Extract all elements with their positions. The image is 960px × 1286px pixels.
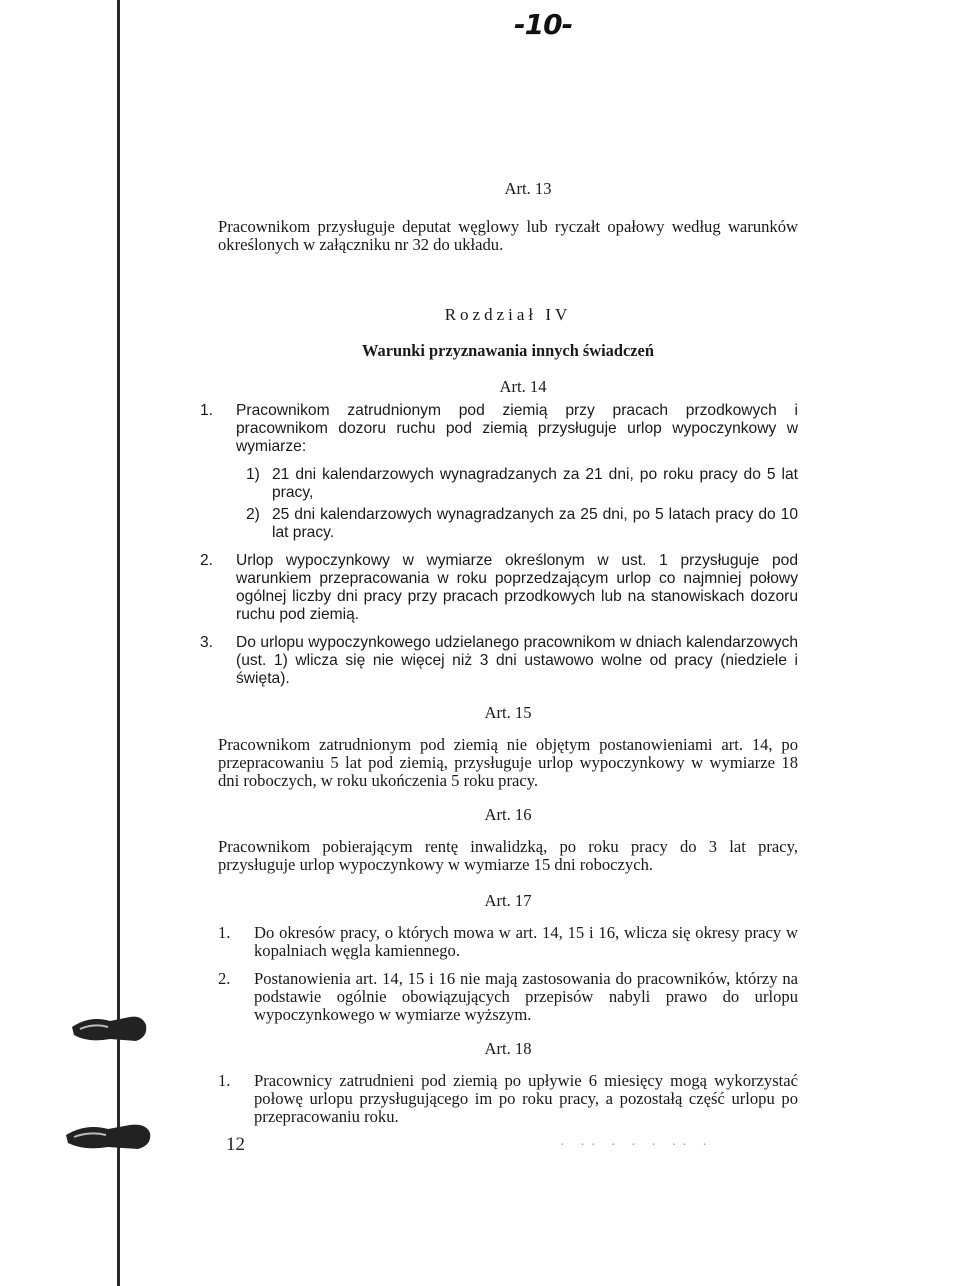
paragraph-text: Urlop wypoczynkowy w wymiarze określonym w ust. 1 przysługuje pod warunkiem przepracowania w roku poprzedzającym urlop co najmniej połowy ogólnej liczby dni pracy przy pracach przodkowych lub na stanowiskach dozoru ruchu pod ziemią. <box>236 552 798 623</box>
chapter-title: Rozdział IV <box>444 305 572 324</box>
paragraph-text: Pracownicy zatrudnieni pod ziemią po upływie 6 miesięcy mogą wykorzystać połowę urlopu przysługującego im po roku pracy, a pozostałą część urlopu po przepracowaniu roku. <box>254 1071 798 1126</box>
item-text: 21 dni kalendarzowych wynagradzanych za 21 dni, po roku pracy do 5 lat pracy, <box>272 466 798 501</box>
art14-heading: Art. 14 <box>499 377 547 396</box>
paragraph-text: Do okresów pracy, o których mowa w art. 14, 15 i 16, wlicza się okresy pracy w kopalniach węgla kamiennego. <box>254 923 798 960</box>
paragraph-text: Do urlopu wypoczynkowego udzielanego pracownikom w dniach kalendarzowych (ust. 1) wlicza się nie więcej niż 3 dni ustawowo wolne od pracy (niedziele i święta). <box>236 634 798 687</box>
chapter-subtitle: Warunki przyznawania innych świadczeń <box>362 341 654 360</box>
paragraph-number: 2. <box>218 969 231 988</box>
binder-clip-icon <box>70 1005 150 1055</box>
item-number: 1) <box>246 466 260 483</box>
art14-paragraph-2 <box>200 552 798 624</box>
page-number: 12 <box>226 1134 245 1155</box>
paragraph-number: 3. <box>200 634 214 651</box>
art14-paragraph-3 <box>200 634 798 688</box>
art17-heading: Art. 17 <box>484 891 532 910</box>
scan-speckles: · ·· · · · ·· · <box>560 1138 713 1153</box>
art13-heading: Art. 13 <box>504 179 552 198</box>
art17-paragraph-2 <box>218 970 798 1024</box>
art17-paragraph-1 <box>218 924 798 960</box>
art14-section <box>200 402 798 688</box>
art18-heading: Art. 18 <box>484 1039 532 1058</box>
binding-edge-line <box>117 0 120 1286</box>
art16-text: Pracownikom pobierającym rentę inwalidzką, po roku pracy do 3 lat pracy, przysługuje urlop wypoczynkowy w wymiarze 15 dni roboczych. <box>218 837 798 874</box>
art14-paragraph-1 <box>200 402 798 456</box>
art15-text: Pracownikom zatrudnionym pod ziemią nie objętym postanowieniami art. 14, po przepracowaniu 5 lat pod ziemią, przysługuje urlop wypoczynkowy w wymiarze 18 dni roboczych, w roku ukończenia 5 roku pracy. <box>218 735 798 790</box>
paragraph-text: Postanowienia art. 14, 15 i 16 nie mają zastosowania do pracowników, którzy na podstawie ogólnie obowiązujących przepisów nabyli prawo do urlopu wypoczynkowego w wymiarze wyższym. <box>254 969 798 1024</box>
handwritten-page-number: -10- <box>514 8 573 41</box>
paragraph-number: 2. <box>200 552 214 569</box>
paragraph-number: 1. <box>218 1071 231 1090</box>
art13-text: Pracownikom przysługuje deputat węglowy lub ryczałt opałowy według warunków określonych w załączniku nr 32 do układu. <box>218 217 798 254</box>
document-body <box>200 179 798 1126</box>
paragraph-number: 1. <box>218 923 231 942</box>
item-text: 25 dni kalendarzowych wynagradzanych za 25 dni, po 5 latach pracy do 10 lat pracy. <box>272 506 798 541</box>
art15-heading: Art. 15 <box>484 703 532 722</box>
item-number: 2) <box>246 506 260 523</box>
art18-paragraph-1 <box>218 1072 798 1126</box>
paragraph-text: Pracownikom zatrudnionym pod ziemią przy pracach przodkowych i pracownikom dozoru ruchu pod ziemią przysługuje urlop wypoczynkowy w wymiarze: <box>236 402 798 455</box>
paragraph-number: 1. <box>200 402 214 419</box>
art14-item-1 <box>246 466 798 502</box>
binder-clip-icon <box>64 1115 154 1160</box>
art16-heading: Art. 16 <box>484 805 532 824</box>
art14-item-2 <box>246 506 798 542</box>
